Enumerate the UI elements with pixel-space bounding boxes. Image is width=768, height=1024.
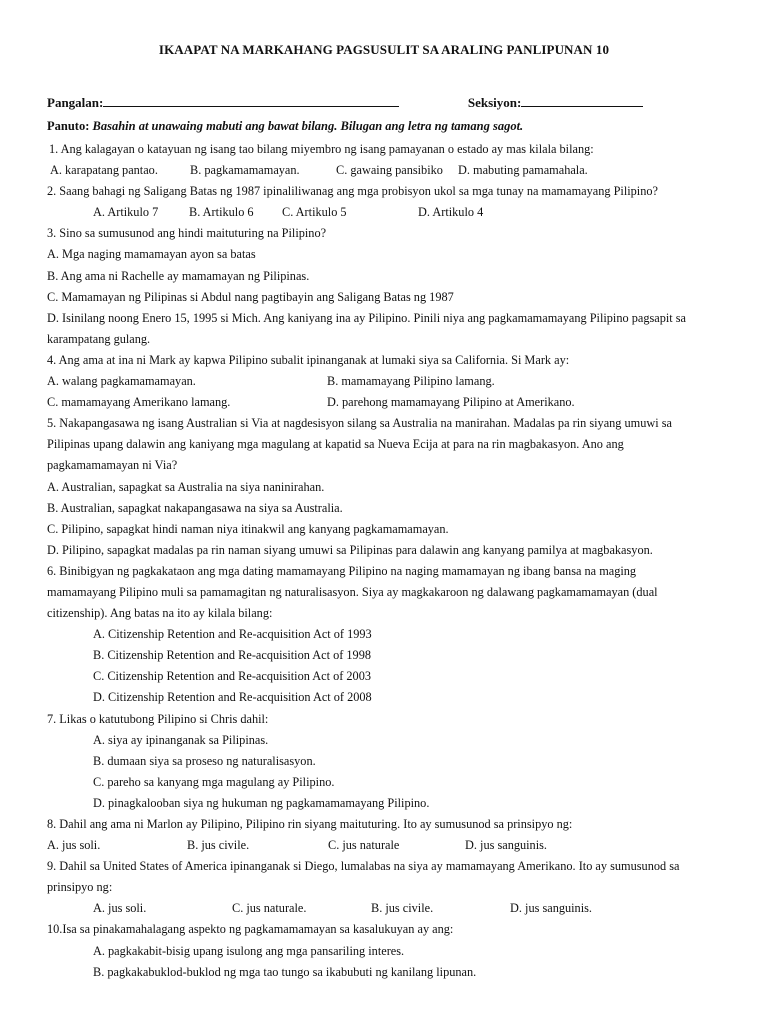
- choice-c[interactable]: C. jus naturale: [328, 838, 400, 853]
- question-1: 1. Ang kalagayan o katayuan ng isang tao bilang miyembro ng isang pamayanan o estado ay mas kilala bilang:: [49, 142, 594, 156]
- choice-a[interactable]: A. Mga naging mamamayan ayon sa batas: [47, 247, 256, 262]
- question-9: 9. Dahil sa United States of America ipinanganak si Diego, lumalabas na siya ay mamamayang Amerikano. Ito ay sumusunod sa: [47, 859, 680, 874]
- question-8-choices: [47, 835, 737, 856]
- question-6: 6. Binibigyan ng pagkakataon ang mga dating mamamayang Pilipino na naging mamamayan ng ibang bansa na maging: [47, 563, 637, 578]
- choice-a[interactable]: A. siya ay ipinanganak sa Pilipinas.: [93, 732, 269, 747]
- question-list: [47, 139, 737, 983]
- choice-d[interactable]: D. mabuting pamamahala.: [458, 163, 588, 178]
- choice-c[interactable]: C. Pilipino, sapagkat hindi naman niya itinakwil ang kanyang pagkamamamayan.: [47, 521, 449, 536]
- question-5: 5. Nakapangasawa ng isang Australian si Via at nagdesisyon silang sa Australia na manirahan. Madalas pa rin siyang umuwi sa: [47, 416, 673, 431]
- choice-a[interactable]: A. walang pagkamamamayan.: [47, 374, 196, 389]
- exam-title: IKAAPAT NA MARKAHANG PAGSUSULIT SA ARALING PANLIPUNAN 10: [158, 42, 610, 57]
- question-6-line-2: mamamayang Pilipino muli sa pamamagitan ng naturalisasyon. Siya ay magkakaroon ng dalawang pagkamamamayan (dual: [47, 584, 658, 599]
- instructions-text: Basahin at unawaing mabuti ang bawat bilang. Bilugan ang letra ng tamang sagot.: [92, 119, 524, 133]
- question-8: 8. Dahil ang ama ni Marlon ay Pilipino, Pilipino rin siyang maituturing. Ito ay sumusunod sa prinsipyo ng:: [47, 817, 573, 831]
- choice-d[interactable]: D. jus sanguinis.: [465, 838, 547, 853]
- choice-c[interactable]: C. Mamamayan ng Pilipinas si Abdul nang pagtibayin ang Saligang Batas ng 1987: [47, 289, 454, 304]
- choice-d[interactable]: D. parehong mamamayang Pilipino at Amerikano.: [327, 395, 575, 410]
- student-info-header: [47, 94, 643, 111]
- question-10: 10.Isa sa pinakamahalagang aspekto ng pagkamamamayan sa kasalukuyan ay ang:: [47, 922, 454, 937]
- question-7: 7. Likas o katutubong Pilipino si Chris dahil:: [47, 711, 269, 726]
- choice-c[interactable]: C. gawaing pansibiko: [336, 163, 443, 178]
- name-field[interactable]: [103, 94, 399, 107]
- choice-b[interactable]: B. Citizenship Retention and Re-acquisition Act of 1998: [93, 648, 372, 663]
- choice-b[interactable]: B. pagkamamamayan.: [190, 163, 300, 178]
- choice-c[interactable]: C. jus naturale.: [232, 901, 307, 916]
- question-1-choices: [47, 160, 737, 181]
- choice-b[interactable]: B. jus civile.: [371, 901, 434, 916]
- choice-d[interactable]: D. Artikulo 4: [418, 205, 484, 220]
- choice-b[interactable]: B. Artikulo 6: [189, 205, 254, 220]
- choice-b[interactable]: B. dumaan siya sa proseso ng naturalisasyon.: [93, 753, 316, 768]
- choice-c[interactable]: C. mamamayang Amerikano lamang.: [47, 395, 231, 410]
- choice-d[interactable]: D. jus sanguinis.: [510, 901, 592, 916]
- question-4-choices-row1: [47, 371, 737, 392]
- choice-b[interactable]: B. jus civile.: [187, 838, 250, 853]
- choice-d[interactable]: D. Isinilang noong Enero 15, 1995 si Mich. Ang kaniyang ina ay Pilipino. Pinili niya ang pagkamamamayang Pilipino pagsapit sa: [47, 310, 687, 325]
- choice-d-continued: karampatang gulang.: [47, 331, 151, 346]
- section-label: Seksiyon:: [467, 95, 522, 110]
- choice-a[interactable]: A. Australian, sapagkat sa Australia na siya naninirahan.: [47, 479, 325, 494]
- choice-c[interactable]: C. pareho sa kanyang mga magulang ay Pilipino.: [93, 774, 335, 789]
- question-5-line-3: pagkamamamayan ni Via?: [47, 458, 178, 473]
- choice-b[interactable]: B. pagkakabuklod-buklod ng mga tao tungo sa ikabubuti ng kanilang lipunan.: [93, 964, 477, 979]
- question-9-line-2: prinsipyo ng:: [47, 880, 113, 895]
- choice-d[interactable]: D. pinagkalooban siya ng hukuman ng pagkamamamayang Pilipino.: [93, 795, 430, 810]
- choice-a[interactable]: A. Citizenship Retention and Re-acquisition Act of 1993: [93, 627, 372, 642]
- instructions: [47, 119, 523, 134]
- choice-a[interactable]: A. jus soli.: [47, 838, 101, 853]
- choice-b[interactable]: B. mamamayang Pilipino lamang.: [327, 374, 495, 389]
- question-9-choices: [47, 898, 737, 919]
- choice-c[interactable]: C. Citizenship Retention and Re-acquisition Act of 2003: [93, 669, 372, 684]
- choice-a[interactable]: A. Artikulo 7: [93, 205, 159, 220]
- choice-b[interactable]: B. Australian, sapagkat nakapangasawa na siya sa Australia.: [47, 500, 343, 515]
- choice-a[interactable]: A. karapatang pantao.: [50, 163, 158, 178]
- choice-b[interactable]: B. Ang ama ni Rachelle ay mamamayan ng Pilipinas.: [47, 268, 310, 283]
- choice-d[interactable]: D. Pilipino, sapagkat madalas pa rin naman siyang umuwi sa Pilipinas para dalawin ang kanyang pamilya at magbakasyon.: [47, 542, 653, 557]
- question-2-choices: [47, 202, 737, 223]
- choice-a[interactable]: A. pagkakabit-bisig upang isulong ang mga pansariling interes.: [93, 943, 405, 958]
- question-2: 2. Saang bahagi ng Saligang Batas ng 1987 ipinaliliwanag ang mga probisyon ukol sa mga tunay na mamamayang Pilipino?: [47, 184, 658, 199]
- question-3: 3. Sino sa sumusunod ang hindi maituturing na Pilipino?: [47, 226, 327, 241]
- question-5-line-2: Pilipinas upang dalawin ang kaniyang mga magulang at kapatid sa Nueva Ecija at para na rin magbakasyon. Ano ang: [47, 437, 624, 452]
- choice-d[interactable]: D. Citizenship Retention and Re-acquisition Act of 2008: [93, 690, 372, 705]
- name-label: Pangalan:: [47, 95, 104, 110]
- question-4-choices-row2: [47, 392, 737, 413]
- choice-c[interactable]: C. Artikulo 5: [282, 205, 347, 220]
- section-field[interactable]: [521, 94, 643, 107]
- question-4: 4. Ang ama at ina ni Mark ay kapwa Pilipino subalit ipinanganak at lumaki siya sa California. Si Mark ay:: [47, 352, 570, 367]
- instructions-label: Panuto:: [47, 119, 90, 133]
- question-6-line-3: citizenship). Ang batas na ito ay kilala bilang:: [47, 606, 273, 621]
- choice-a[interactable]: A. jus soli.: [93, 901, 147, 916]
